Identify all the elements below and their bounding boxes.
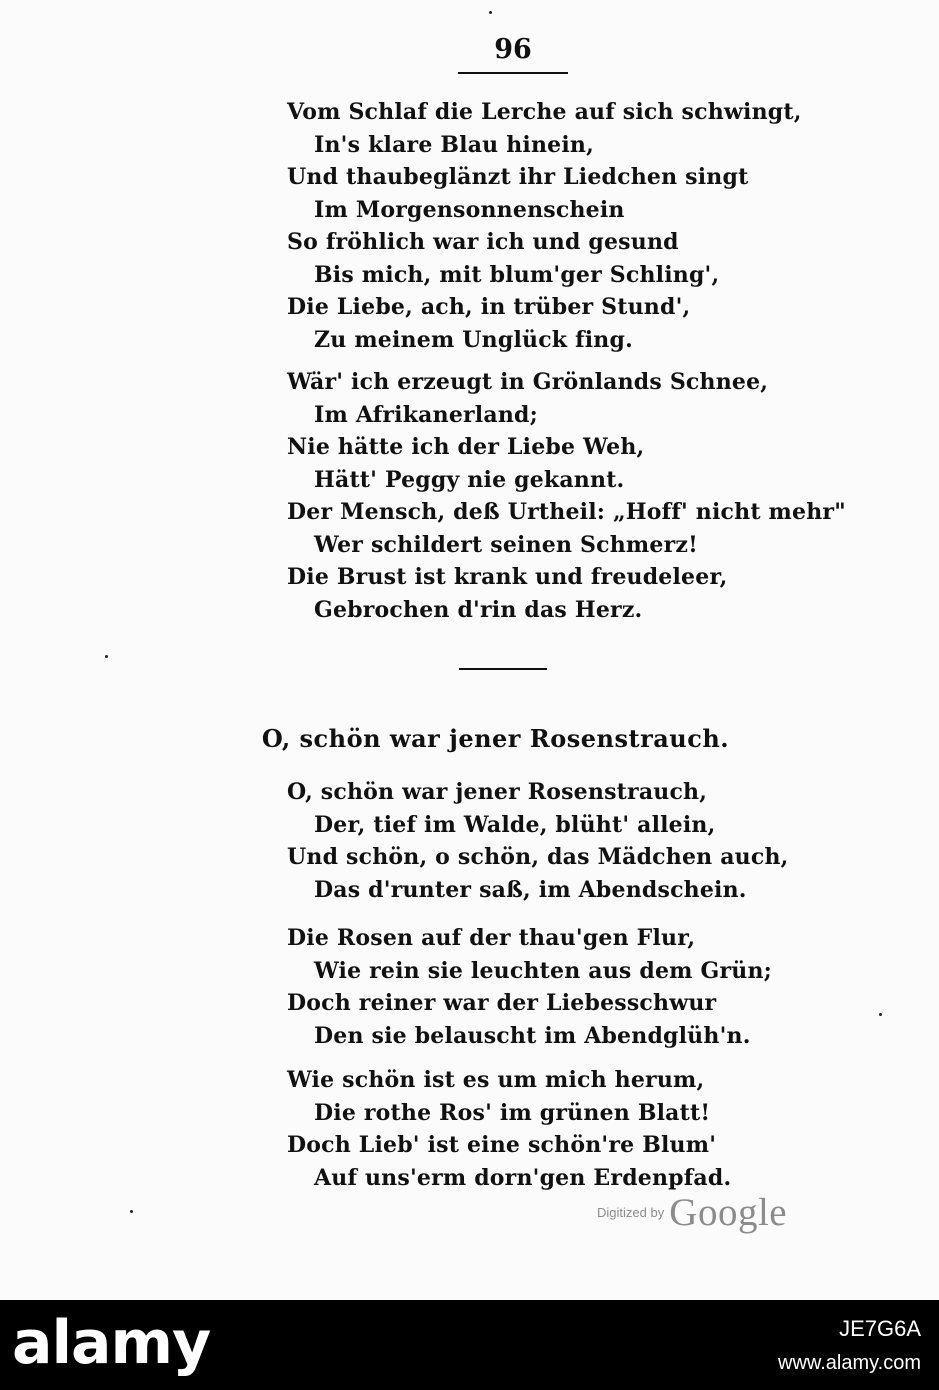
- section-divider: [459, 668, 547, 670]
- print-speck: [130, 1210, 133, 1213]
- watermark-prefix: Digitized by: [597, 1205, 665, 1220]
- print-speck: [489, 11, 492, 14]
- page-number-rule: [458, 72, 568, 74]
- verse-line: Die rothe Ros' im grünen Blatt!: [314, 1099, 711, 1126]
- verse-line: In's klare Blau hinein,: [314, 131, 594, 158]
- stock-photo-bar: [0, 1300, 939, 1390]
- verse-line: Die Brust ist krank und freudeleer,: [287, 564, 728, 590]
- stanza-2: [287, 366, 846, 626]
- verse-line: Den sie belauscht im Abendglüh'n.: [314, 1022, 751, 1049]
- alamy-logo[interactable]: alamy: [12, 1308, 211, 1378]
- verse-line: Im Morgensonnenschein: [314, 196, 625, 223]
- stanza-3: [287, 776, 789, 906]
- digitized-watermark: [597, 1190, 787, 1235]
- verse-line: Wie schön ist es um mich herum,: [287, 1067, 705, 1093]
- verse-line: O, schön war jener Rosenstrauch,: [287, 779, 708, 805]
- verse-line: Nie hätte ich der Liebe Weh,: [287, 434, 645, 460]
- verse-line: Wer schildert seinen Schmerz!: [314, 531, 698, 558]
- verse-line: Wär' ich erzeugt in Grönlands Schnee,: [287, 369, 769, 395]
- verse-line: Gebrochen d'rin das Herz.: [314, 596, 643, 623]
- site-url[interactable]: www.alamy.com: [778, 1352, 921, 1374]
- verse-line: Im Afrikanerland;: [314, 401, 538, 428]
- stanza-5: [287, 1064, 731, 1194]
- verse-line: Doch Lieb' ist eine schön're Blum': [287, 1132, 717, 1158]
- verse-line: Das d'runter saß, im Abendschein.: [314, 876, 747, 903]
- poem-title: O, schön war jener Rosenstrauch.: [261, 724, 730, 753]
- image-id: JE7G6A: [839, 1316, 921, 1341]
- stanza-4: [287, 922, 772, 1052]
- verse-line: Doch reiner war der Liebesschwur: [287, 990, 717, 1016]
- verse-line: Die Rosen auf der thau'gen Flur,: [287, 925, 696, 951]
- verse-line: Und schön, o schön, das Mädchen auch,: [287, 844, 789, 870]
- verse-line: Der, tief im Walde, blüht' allein,: [314, 811, 716, 838]
- verse-line: Vom Schlaf die Lerche auf sich schwingt,: [287, 99, 802, 125]
- verse-line: Der Mensch, deß Urtheil: „Hoff' nicht mehr": [287, 499, 846, 525]
- print-speck: [105, 655, 108, 658]
- verse-line: Zu meinem Unglück fing.: [314, 326, 633, 353]
- watermark-google: Google: [669, 1191, 788, 1234]
- verse-line: So fröhlich war ich und gesund: [287, 229, 679, 255]
- verse-line: Die Liebe, ach, in trüber Stund',: [287, 294, 691, 320]
- print-speck: [879, 1013, 882, 1016]
- verse-line: Und thaubeglänzt ihr Liedchen singt: [287, 164, 749, 190]
- verse-line: Auf uns'erm dorn'gen Erdenpfad.: [314, 1164, 732, 1191]
- stanza-1: [287, 96, 802, 356]
- verse-line: Bis mich, mit blum'ger Schling',: [314, 261, 720, 288]
- verse-line: Hätt' Peggy nie gekannt.: [314, 466, 625, 493]
- page-number: 96: [494, 34, 532, 65]
- verse-line: Wie rein sie leuchten aus dem Grün;: [314, 957, 772, 984]
